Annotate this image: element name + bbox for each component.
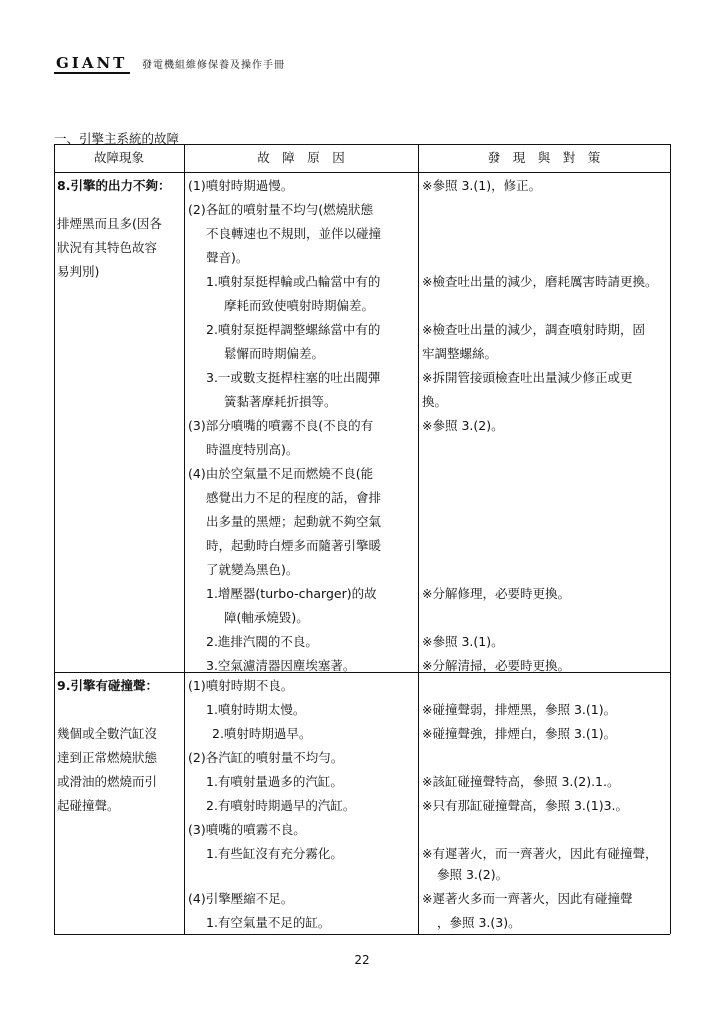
table-col-divider-1 (184, 144, 185, 934)
section-title: 一、引擎主系統的故障 (54, 131, 180, 146)
remedy-line: ※分解修理，必要時更換。 (422, 586, 570, 601)
page-number: 22 (354, 953, 370, 967)
cause-line: 3.一或數支挺桿柱塞的吐出閥彈 (206, 370, 381, 385)
symptom-title: 8.引擎的出力不夠： (57, 178, 171, 193)
cause-line: 簧黏著摩耗折損等。 (224, 394, 337, 409)
cause-line: 2.進排汽閥的不良。 (206, 634, 318, 649)
remedy-line: ※只有那缸碰撞聲高，參照 3.(1)3.。 (422, 798, 629, 813)
remedy-line: ※碰撞聲強，排煙白，參照 3.(1)。 (422, 726, 617, 741)
table-border-bottom (54, 934, 670, 935)
column-header-cause: 故 障 原 因 (257, 150, 345, 165)
cause-line: 時溫度特別高)。 (206, 442, 299, 457)
remedy-line: ※參照 3.(2)。 (422, 418, 504, 433)
remedy-line: ※該缸碰撞聲特高，參照 3.(2).1.。 (422, 774, 620, 789)
cause-line: 時，起動時白煙多而隨著引擎暖 (206, 538, 382, 553)
manual-title: 發電機組維修保養及操作手冊 (142, 60, 285, 71)
symptom-desc: 狀況有其特色故容 (57, 240, 158, 255)
fault-table (54, 144, 670, 934)
column-header-symptom: 故障現象 (93, 150, 144, 165)
cause-line: 2.有噴射時期過早的汽缸。 (206, 798, 356, 813)
table-col-divider-2 (418, 144, 419, 934)
cause-line: 不良轉速也不規則，並伴以碰撞 (206, 226, 382, 241)
cause-line: (2)各缸的噴射量不均勻(燃燒狀態 (188, 202, 374, 217)
cause-line: 1.噴射時期太慢。 (206, 702, 306, 717)
cause-line: 1.增壓器(turbo-charger)的故 (206, 586, 377, 601)
cause-line: 聲音)。 (206, 250, 249, 265)
cause-line: 出多量的黑煙；起動就不夠空氣 (206, 514, 382, 529)
symptom-desc: 起碰撞聲。 (57, 798, 120, 813)
remedy-line: ※拆開管接頭檢查吐出量減少修正或更 (422, 370, 633, 385)
symptom-desc: 排煙黑而且多(因各 (57, 216, 162, 231)
cause-line: 鬆懈而時期偏差。 (224, 346, 325, 361)
symptom-desc: 達到正常燃燒狀態 (57, 750, 158, 765)
symptom-desc: 易判別) (57, 264, 100, 279)
remedy-line: 牢調整螺絲。 (422, 346, 498, 361)
cause-line: 3.空氣濾清器因塵埃塞著。 (206, 658, 356, 673)
remedy-line: 參照 3.(2)。 (437, 867, 509, 882)
cause-line: 摩耗而致使噴射時期偏差。 (224, 298, 375, 313)
cause-line: (4)引擎壓縮不足。 (188, 891, 294, 906)
table-border-top (54, 144, 670, 145)
remedy-line: ※參照 3.(1)，修正。 (422, 178, 542, 193)
table-row-divider (54, 672, 670, 673)
remedy-line: ※分解清掃，必要時更換。 (422, 658, 570, 673)
symptom-desc: 或滑油的燃燒而引 (57, 774, 158, 789)
symptom-title: 9.引擎有碰撞聲： (57, 678, 158, 693)
cause-line: (3)噴嘴的噴霧不良。 (188, 822, 306, 837)
cause-line: (1)噴射時期不良。 (188, 678, 294, 693)
cause-line: 1.有空氣量不足的缸。 (206, 915, 331, 930)
table-border-left (54, 144, 55, 934)
cause-line: (4)由於空氣量不足而燃燒不良(能 (188, 466, 374, 481)
cause-line: 感覺出力不足的程度的話，會排 (206, 490, 382, 505)
cause-line: (3)部分噴嘴的噴霧不良(不良的有 (188, 418, 374, 433)
cause-line: 1.有些缸沒有充分霧化。 (206, 846, 343, 861)
remedy-line: ※有遲著火，而一齊著火，因此有碰撞聲， (422, 846, 658, 861)
page-header (54, 54, 670, 76)
remedy-line: ※碰撞聲弱，排煙黑，參照 3.(1)。 (422, 702, 617, 717)
table-header-divider (54, 172, 670, 173)
cause-line: 1.有噴射量過多的汽缸。 (206, 774, 343, 789)
remedy-line: ※遲著火多而一齊著火，因此有碰撞聲 (422, 891, 633, 906)
remedy-line: ※檢查吐出量的減少，調查噴射時期，固 (422, 322, 645, 337)
cause-line: 1.噴射泵挺桿輪或凸輪當中有的 (206, 274, 381, 289)
remedy-line: ，參照 3.(3)。 (437, 915, 521, 930)
cause-line: 2.噴射時期過早。 (212, 726, 312, 741)
cause-line: 2.噴射泵挺桿調整螺絲當中有的 (206, 322, 381, 337)
cause-line: 障(軸承燒毀)。 (224, 610, 309, 625)
cause-line: (2)各汽缸的噴射量不均勻。 (188, 750, 344, 765)
cause-line: 了就變為黑色)。 (206, 562, 299, 577)
table-border-right (670, 144, 671, 934)
remedy-line: ※檢查吐出量的減少，磨耗厲害時請更換。 (422, 274, 658, 289)
column-header-remedy: 發 現 與 對 策 (487, 150, 601, 165)
cause-line: (1)噴射時期過慢。 (188, 178, 294, 193)
brand-underline (54, 72, 130, 74)
remedy-line: 換。 (422, 394, 448, 409)
brand-logo-text: GIANT (56, 54, 128, 72)
remedy-line: ※參照 3.(1)。 (422, 634, 504, 649)
symptom-desc: 幾個或全數汽缸沒 (57, 726, 158, 741)
